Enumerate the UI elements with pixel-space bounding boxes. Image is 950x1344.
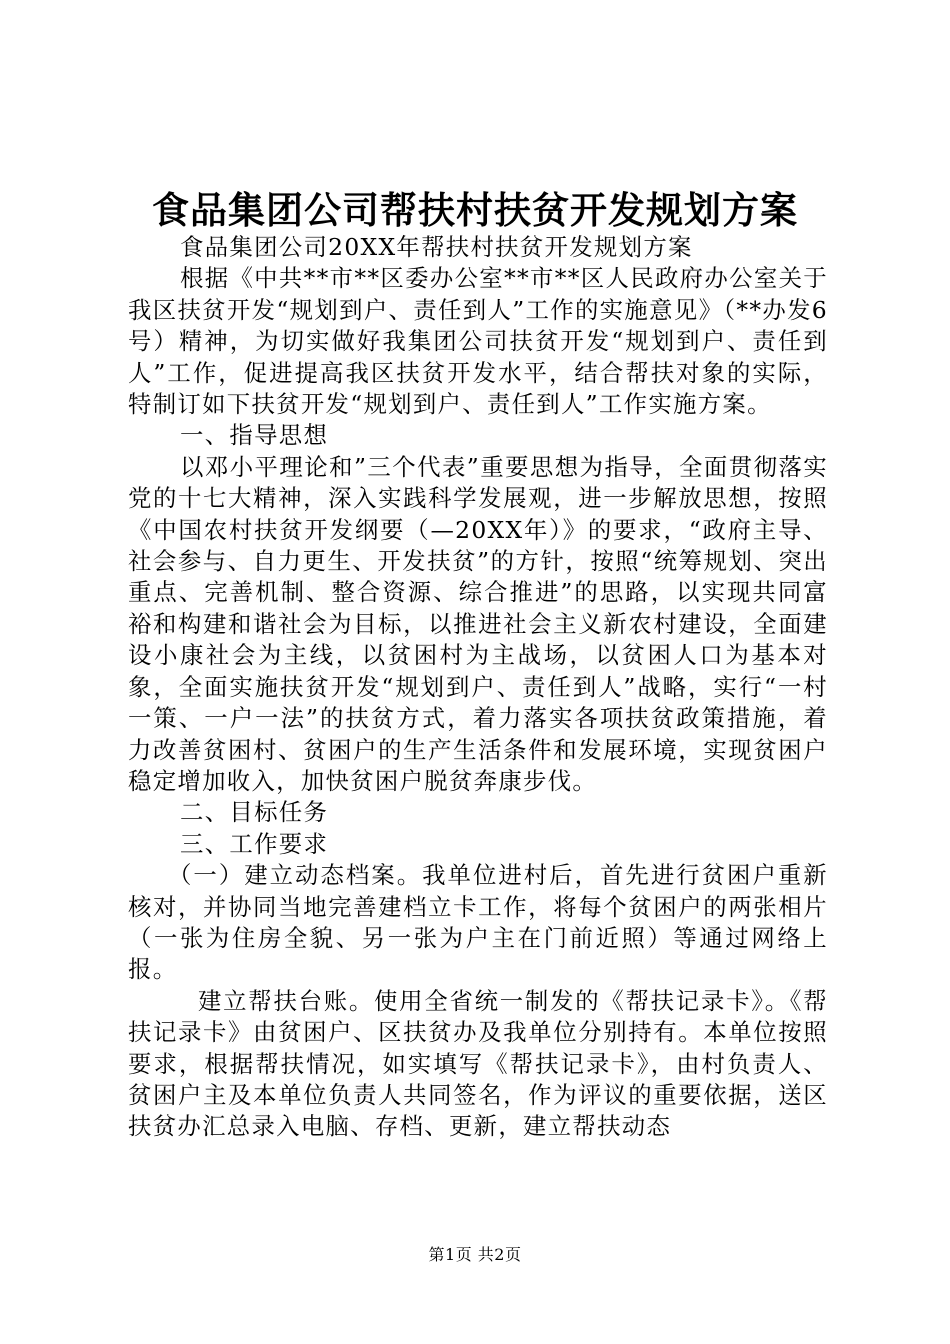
requirement-item-assistance-ledger: 建立帮扶台账。使用全省统一制发的《帮扶记录卡》。《帮扶记录卡》由贫困户、区扶贫办及我单位分别持有。本单位按照要求，根据帮扶情况，如实填写《帮扶记录卡》，由村负责人、贫困户主及本单位负责人共同签名，作为评议的重要依据，送区扶贫办汇总录入电脑、存档、更新，建立帮扶动态 — [128, 986, 828, 1141]
page-number-footer: 第1页 共2页 — [428, 1245, 522, 1264]
section-heading-requirements: 三、工作要求 — [180, 829, 329, 858]
document-body — [128, 232, 828, 1143]
document-title: 食品集团公司帮扶村扶贫开发规划方案 — [152, 188, 798, 232]
section-heading-goals: 二、目标任务 — [180, 798, 329, 827]
requirement-item-dynamic-archive: （一）建立动态档案。我单位进村后，首先进行贫困户重新核对，并协同当地完善建档立卡工作，将每个贫困户的两张相片（一张为住房全貌、另一张为户主在门前近照）等通过网络上报。 — [128, 861, 828, 984]
guiding-ideology-paragraph: 以邓小平理论和”三个代表”重要思想为指导，全面贯彻落实党的十七大精神，深入实践科学发展观，进一步解放思想，按照《中国农村扶贫开发纲要（—20XX年）》的要求，“政府主导、社会参与、自力更生、开发扶贫”的方针，按照“统筹规划、突出重点、完善机制、整合资源、综合推进”的思路，以实现共同富裕和构建和谐社会为目标，以推进社会主义新农村建设，全面建设小康社会为主线，以贫困村为主战场，以贫困人口为基本对象，全面实施扶贫开发“规划到户、责任到人”战略，实行“一村一策、一户一法”的扶贫方式，着力落实各项扶贫政策措施，着力改善贫困村、贫困户的生产生活条件和发展环境，实现贫困户稳定增加收入，加快贫困户脱贫奔康步伐。 — [128, 452, 828, 795]
intro-paragraph: 根据《中共**市**区委办公室**市**区人民政府办公室关于我区扶贫开发“规划到户、责任到人”工作的实施意见》（**办发6号）精神，为切实做好我集团公司扶贫开发“规划到户、责任到人”工作，促进提高我区扶贫开发水平，结合帮扶对象的实际，特制订如下扶贫开发“规划到户、责任到人”工作实施方案。 — [128, 264, 828, 419]
section-heading-guiding-ideology: 一、指导思想 — [180, 421, 329, 450]
document-subtitle: 食品集团公司20XX年帮扶村扶贫开发规划方案 — [180, 233, 693, 261]
